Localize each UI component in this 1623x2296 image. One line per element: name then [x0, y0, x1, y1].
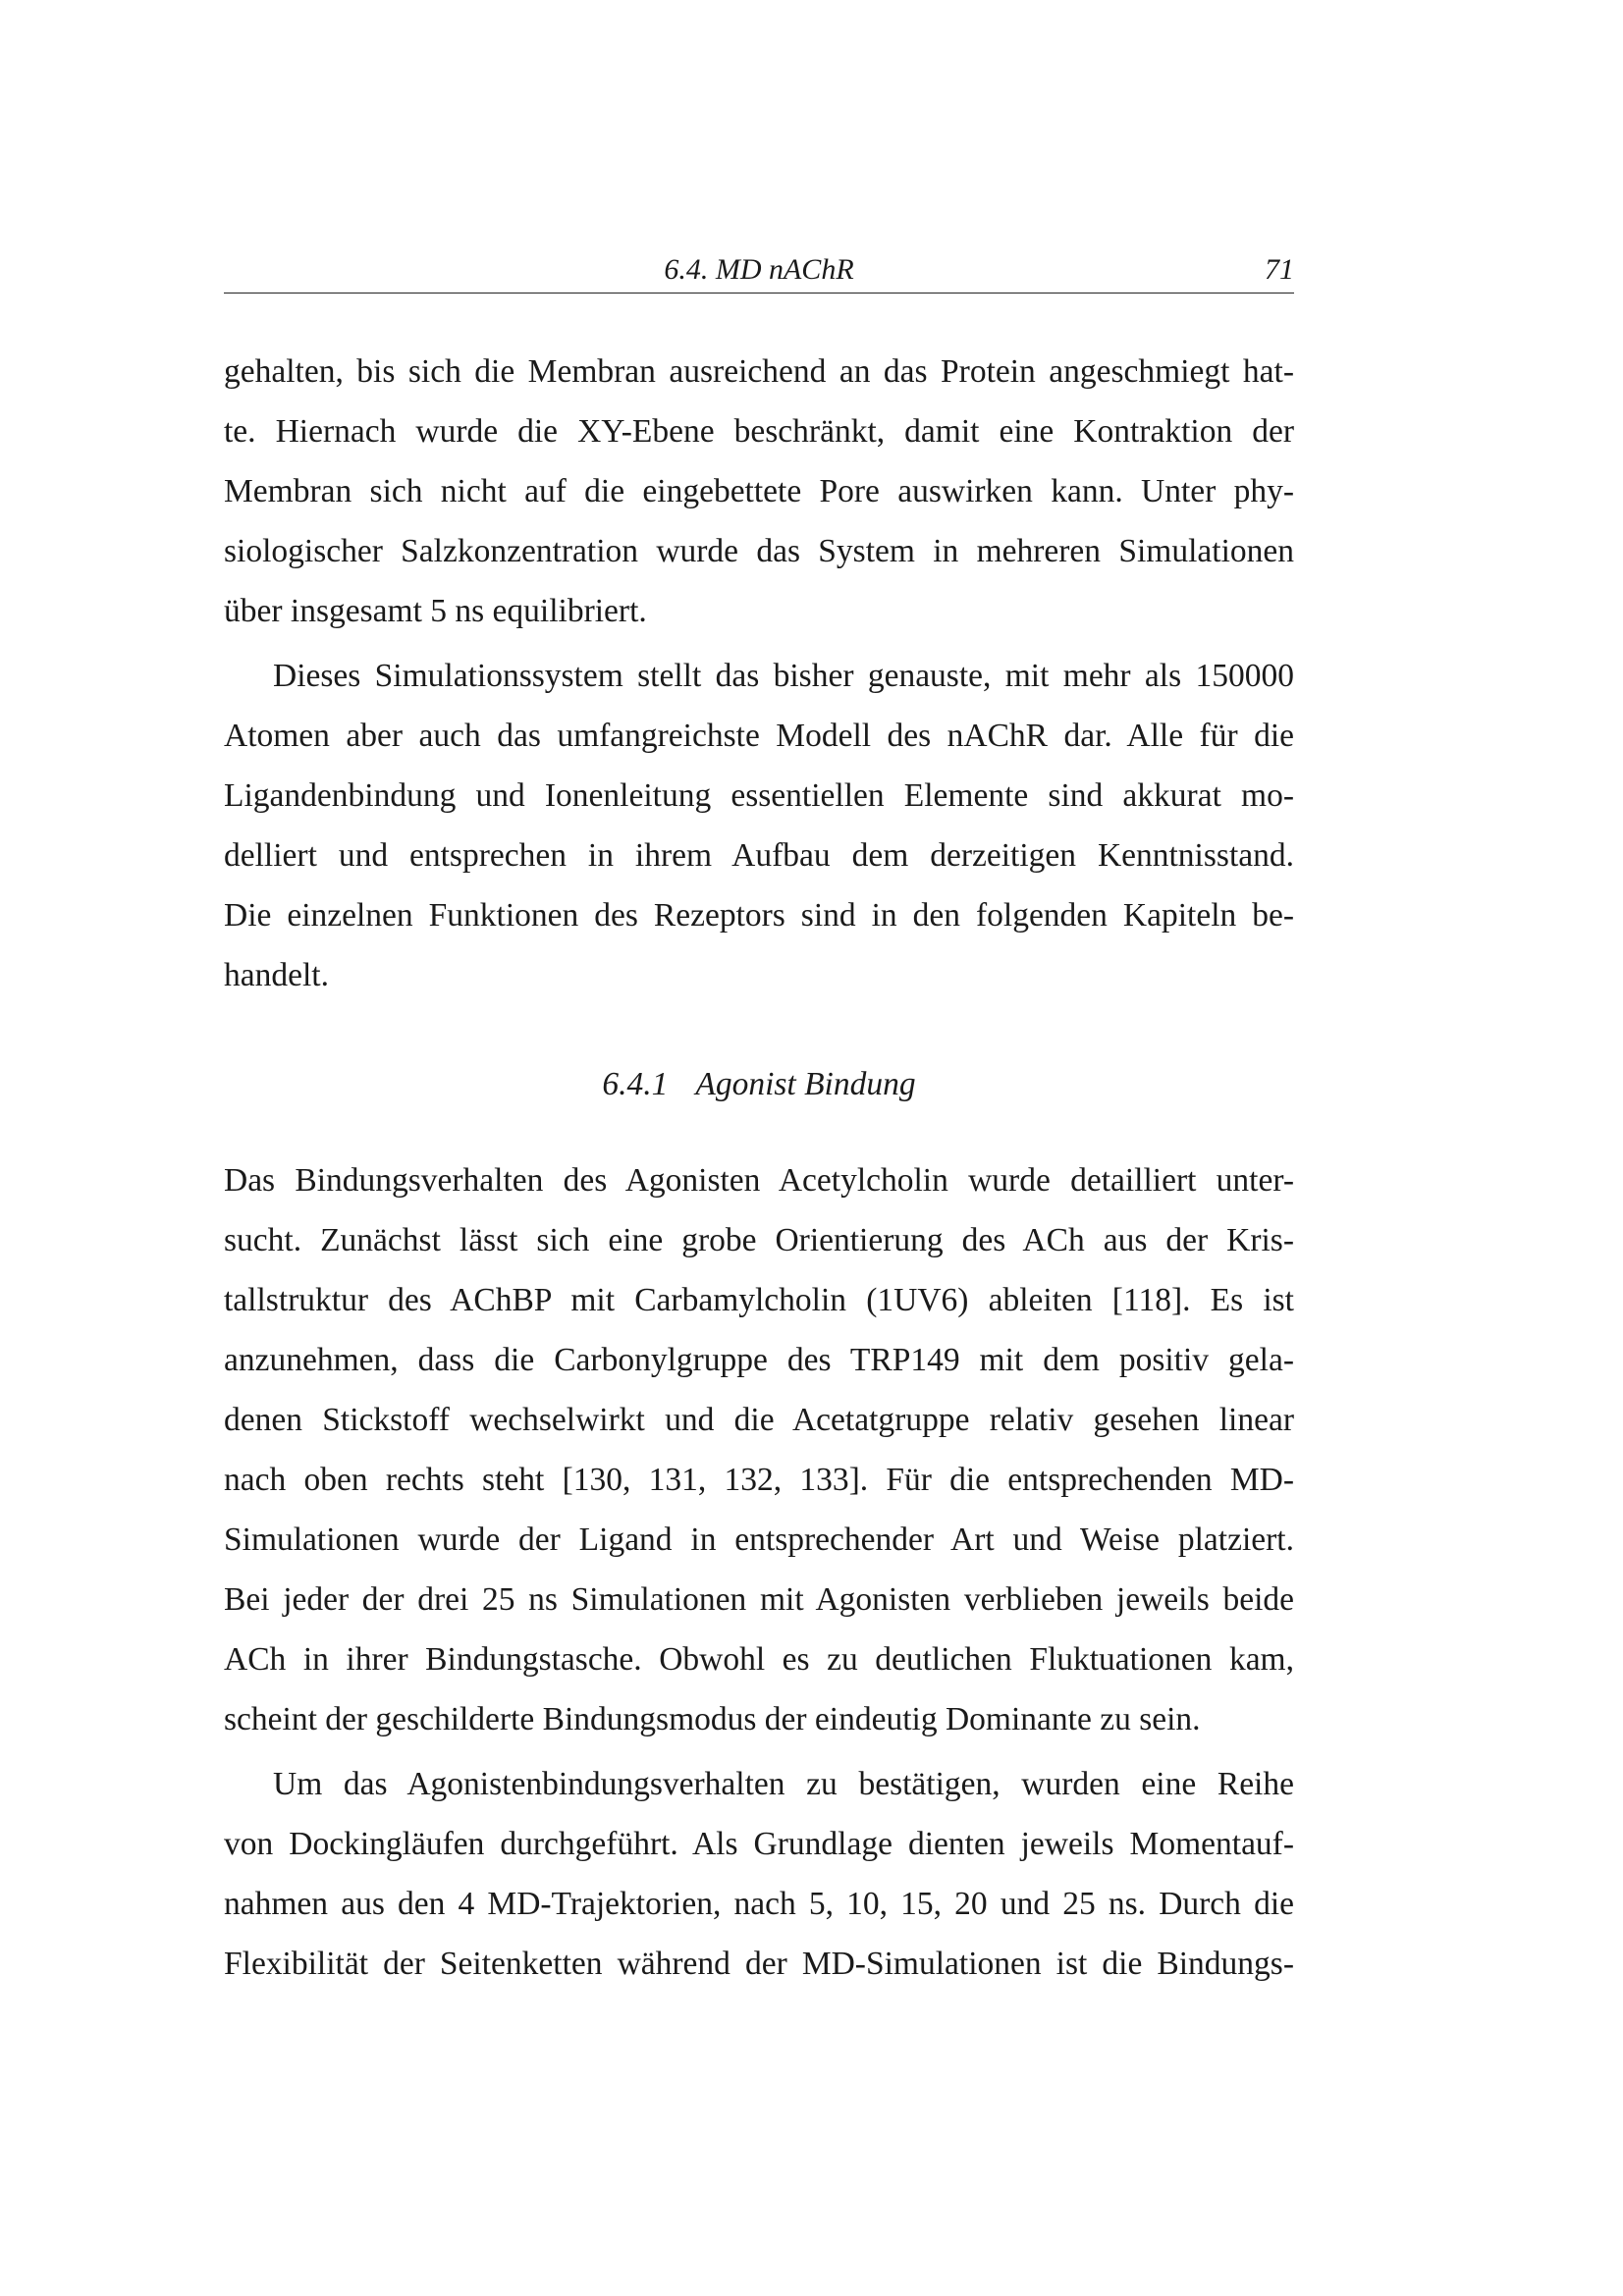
text-line: te. Hiernach wurde die XY-Ebene beschränkt, damit eine Kontraktion der	[224, 413, 1294, 450]
paragraph-2	[224, 646, 1294, 1005]
text-line: Ligandenbindung und Ionenleitung essentiellen Elemente sind akkurat mo-	[224, 777, 1294, 814]
text-line: Flexibilität der Seitenketten während der MD-Simulationen ist die Bindungs-	[224, 1946, 1294, 1982]
text-line: anzunehmen, dass die Carbonylgruppe des TRP149 mit dem positiv gela-	[224, 1342, 1294, 1378]
text-line: tallstruktur des AChBP mit Carbamylcholin (1UV6) ableiten [118]. Es ist	[224, 1282, 1294, 1318]
text-line: scheint der geschilderte Bindungsmodus der eindeutig Dominante zu sein.	[224, 1701, 1201, 1737]
text-line: Membran sich nicht auf die eingebettete Pore auswirken kann. Unter phy-	[224, 473, 1294, 509]
subsection-heading	[224, 1066, 1294, 1103]
text-line: gehalten, bis sich die Membran ausreichend an das Protein angeschmiegt hat-	[224, 353, 1294, 390]
text-line: Das Bindungsverhalten des Agonisten Acetylcholin wurde detailliert unter-	[224, 1162, 1294, 1199]
header-section-title: 6.4. MD nAChR	[664, 253, 854, 286]
text-line: ACh in ihrer Bindungstasche. Obwohl es zu deutlichen Fluktuationen kam,	[224, 1641, 1294, 1678]
text-line: Bei jeder der drei 25 ns Simulationen mit Agonisten verblieben jeweils beide	[224, 1581, 1294, 1618]
paragraph-4	[224, 1754, 1294, 1994]
text-line: Die einzelnen Funktionen des Rezeptors sind in den folgenden Kapiteln be-	[224, 897, 1294, 934]
text-line: delliert und entsprechen in ihrem Aufbau dem derzeitigen Kenntnisstand.	[224, 837, 1294, 874]
subsection-number: 6.4.1	[602, 1066, 669, 1102]
page-number: 71	[1265, 253, 1294, 286]
text-line: nach oben rechts steht [130, 131, 132, 133]. Für die entsprechenden MD-	[224, 1462, 1294, 1498]
text-line: handelt.	[224, 957, 329, 993]
text-line: Atomen aber auch das umfangreichste Modell des nAChR dar. Alle für die	[224, 718, 1294, 754]
paragraph-1	[224, 342, 1294, 641]
text-line: sucht. Zunächst lässt sich eine grobe Orientierung des ACh aus der Kris-	[224, 1222, 1294, 1258]
text-line: nahmen aus den 4 MD-Trajektorien, nach 5, 10, 15, 20 und 25 ns. Durch die	[224, 1886, 1294, 1922]
text-line: Dieses Simulationssystem stellt das bisher genauste, mit mehr als 150000	[273, 658, 1294, 694]
text-line: über insgesamt 5 ns equilibriert.	[224, 593, 647, 629]
subsection-title: Agonist Bindung	[695, 1066, 916, 1102]
text-line: denen Stickstoff wechselwirkt und die Acetatgruppe relativ gesehen linear	[224, 1402, 1294, 1438]
text-line: siologischer Salzkonzentration wurde das System in mehreren Simulationen	[224, 533, 1294, 569]
text-line: Um das Agonistenbindungsverhalten zu bestätigen, wurden eine Reihe	[273, 1766, 1294, 1802]
text-line: Simulationen wurde der Ligand in entsprechender Art und Weise platziert.	[224, 1522, 1294, 1558]
paragraph-3	[224, 1150, 1294, 1749]
text-line: von Dockingläufen durchgeführt. Als Grundlage dienten jeweils Momentauf-	[224, 1826, 1294, 1862]
running-header	[224, 251, 1294, 294]
